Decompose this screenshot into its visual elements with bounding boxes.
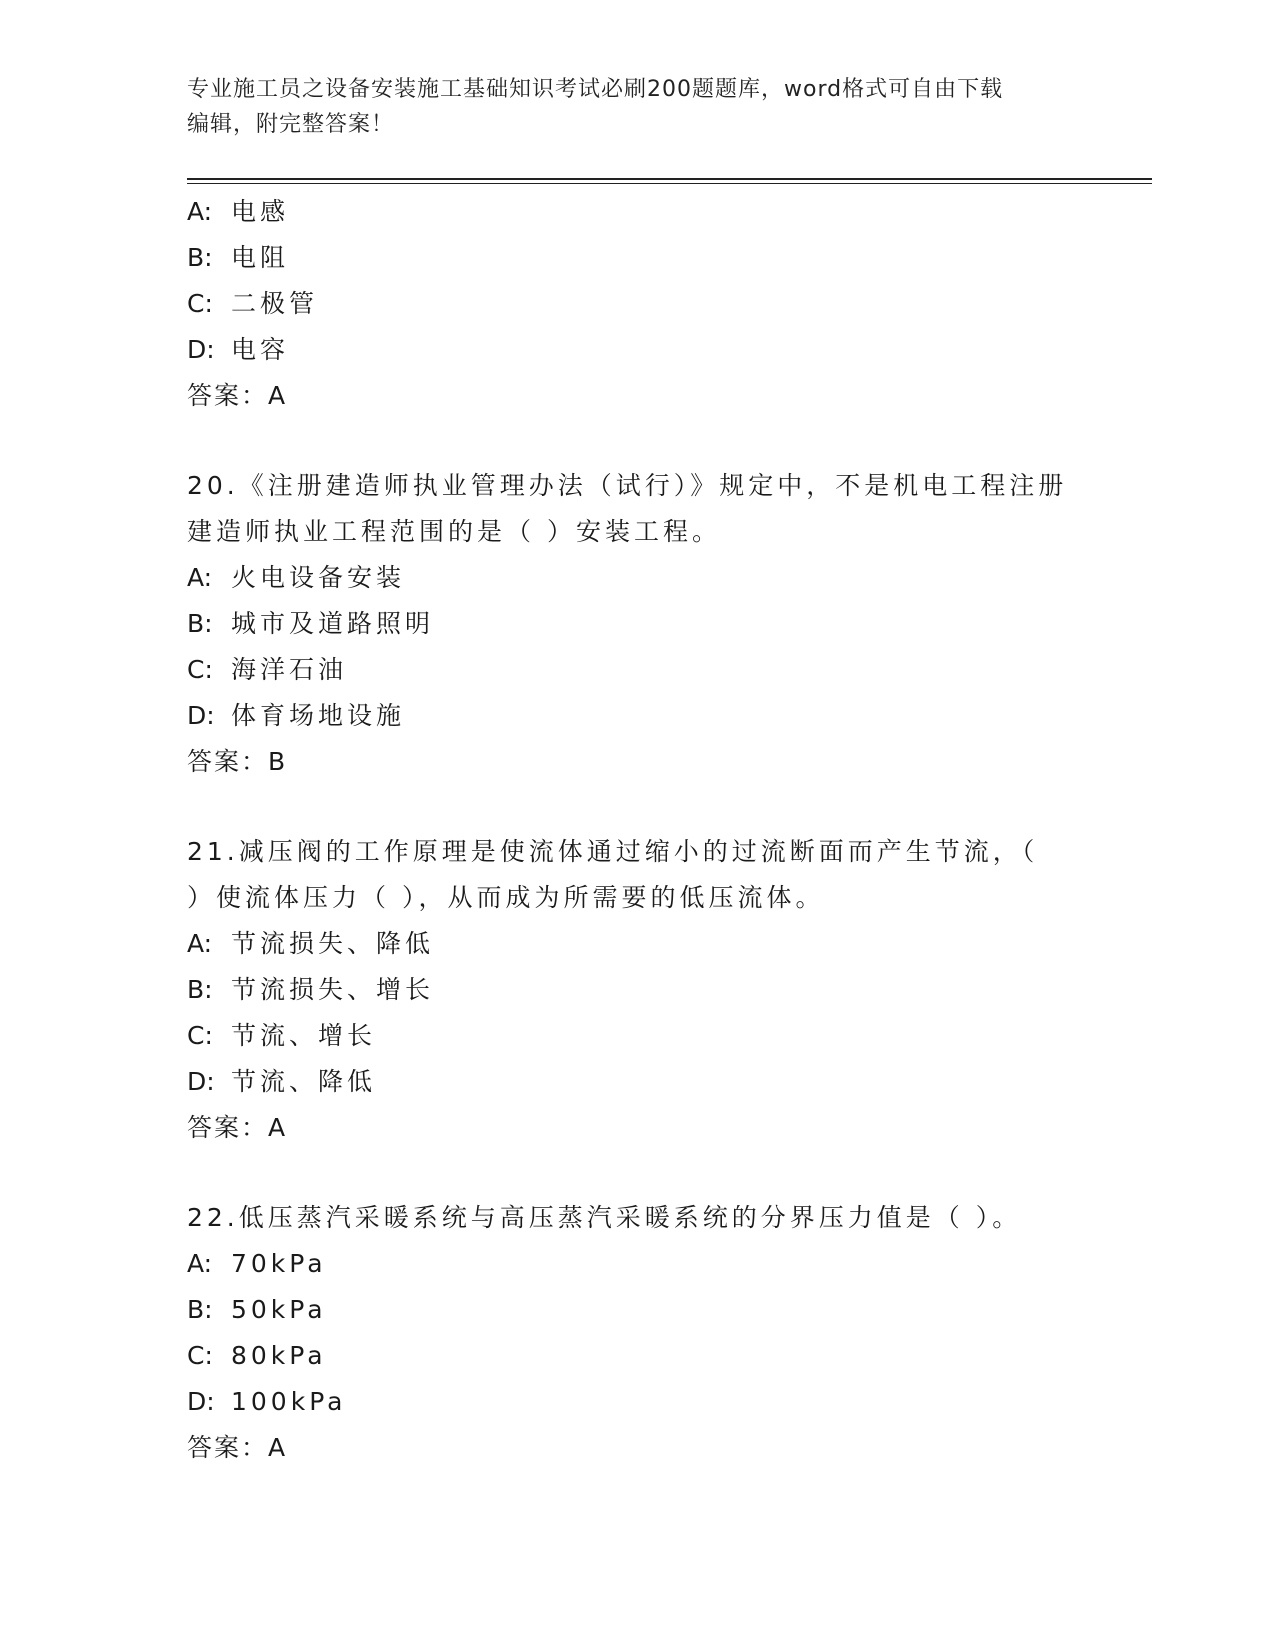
question-list [187,189,1087,1471]
option-item [187,235,1087,281]
option-item [187,1241,1087,1287]
option-text: 100kPa [231,1387,347,1416]
option-item [187,1287,1087,1333]
option-key: C: [187,1021,213,1050]
option-key: A: [187,563,213,592]
question-stem-line: 建造师执业工程范围的是（ ）安装工程。 [187,517,721,546]
option-item [187,555,1087,601]
option-text: 电感 [231,197,290,226]
option-key: D: [187,335,215,364]
question-block [187,829,1087,1151]
option-text: 节流损失、降低 [231,929,435,958]
option-text: 海洋石油 [231,655,348,684]
answer-line: 答案：A [187,381,288,410]
answer-line: 答案：A [187,1113,288,1142]
header-divider-thin [187,183,1152,184]
question-stem-line: 22.低压蒸汽采暖系统与高压蒸汽采暖系统的分界压力值是（ ）。 [187,1203,1022,1232]
option-text: 节流损失、增长 [231,975,435,1004]
option-key: B: [187,1295,213,1324]
option-text: 体育场地设施 [231,701,406,730]
option-key: D: [187,1067,215,1096]
option-key: A: [187,1249,213,1278]
option-item [187,601,1087,647]
option-item [187,1379,1087,1425]
option-item [187,281,1087,327]
question-stem-line: ）使流体压力（ ），从而成为所需要的低压流体。 [187,883,825,912]
option-text: 火电设备安装 [231,563,406,592]
option-item [187,189,1087,235]
option-key: C: [187,1341,213,1370]
spacer [187,785,1087,829]
question-block [187,463,1087,785]
option-text: 电阻 [231,243,290,272]
option-item [187,327,1087,373]
option-key: A: [187,929,213,958]
option-item [187,1059,1087,1105]
question-block [187,1195,1087,1471]
option-key: C: [187,655,213,684]
option-item [187,693,1087,739]
option-item [187,967,1087,1013]
option-key: B: [187,975,213,1004]
option-key: D: [187,701,215,730]
question-stem-line: 21.减压阀的工作原理是使流体通过缩小的过流断面而产生节流，（ [187,837,1039,866]
option-key: B: [187,243,213,272]
option-item [187,921,1087,967]
option-text: 节流、降低 [231,1067,377,1096]
header-line: 专业施工员之设备安装施工基础知识考试必刷200题题库，word格式可自由下载 [187,77,1004,102]
answer-line: 答案：A [187,1433,288,1462]
option-key: D: [187,1387,215,1416]
header-line: 编辑，附完整答案！ [187,112,395,137]
option-text: 50kPa [231,1295,327,1324]
option-item [187,1333,1087,1379]
option-text: 节流、增长 [231,1021,377,1050]
spacer [187,1151,1087,1195]
option-text: 70kPa [231,1249,327,1278]
option-key: C: [187,289,213,318]
option-text: 电容 [231,335,290,364]
option-text: 二极管 [231,289,319,318]
question-stem-line: 20.《注册建造师执业管理办法（试行）》规定中，不是机电工程注册 [187,471,1068,500]
question-block [187,189,1087,419]
answer-line: 答案：B [187,747,288,776]
document-header [187,72,1087,142]
option-text: 城市及道路照明 [231,609,435,638]
option-item [187,647,1087,693]
option-key: A: [187,197,213,226]
option-item [187,1013,1087,1059]
option-text: 80kPa [231,1341,327,1370]
option-key: B: [187,609,213,638]
spacer [187,419,1087,463]
header-divider-thick [187,178,1152,180]
